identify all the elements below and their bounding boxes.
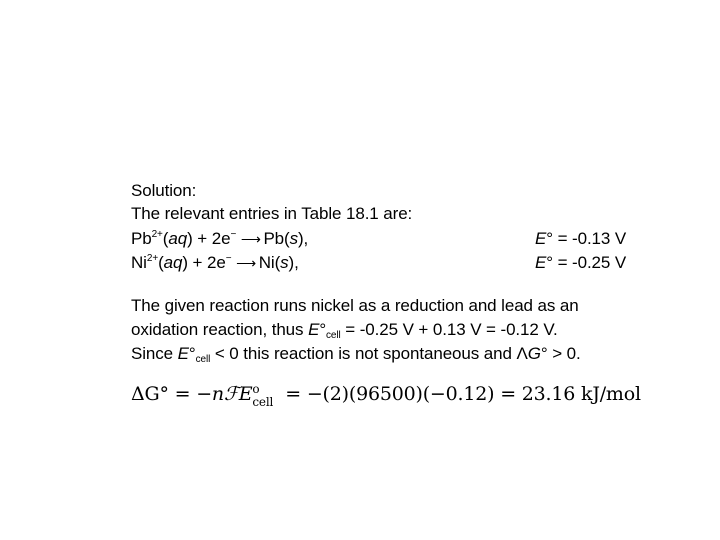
product-phase: s xyxy=(280,253,289,272)
product-phase: s xyxy=(289,229,298,248)
product: Pb xyxy=(263,229,285,248)
electron-sign: − xyxy=(230,229,237,240)
standard-potential: E° = -0.25 V xyxy=(535,253,627,272)
phase: aq xyxy=(168,229,188,248)
gibbs-energy-formula: ΔG° = −nℱE$^o$ cell = −(2)(96500)(−0.12) = 23.16 kJ/mol xyxy=(131,382,641,409)
electrons: ) + 2e xyxy=(182,253,226,272)
phase: aq xyxy=(163,253,183,272)
reactant-species: Ni xyxy=(131,253,147,272)
reactant-species: Pb xyxy=(131,229,152,248)
electrons: ) + 2e xyxy=(187,229,231,248)
charge: 2+ xyxy=(146,253,159,264)
half-reaction-nickel: $Ni^{2+}(aq) + 2e^-$ ⟶ Ni(s), E° = -0.25 V xyxy=(131,253,627,272)
arrow-icon: ⟶ xyxy=(236,255,257,271)
standard-potential: E° = -0.13 V xyxy=(535,229,627,248)
product: Ni xyxy=(258,253,275,272)
solution-label: Solution: xyxy=(131,181,197,200)
charge: 2+ xyxy=(151,229,163,240)
paragraph-line-2: oxidation reaction, thus $E^\circ_{cell} = -0.25$ V + 0.13 V = -0.12 V. xyxy=(131,320,558,341)
arrow-icon: ⟶ xyxy=(240,231,261,247)
half-reaction-lead: $Pb^{2+}(aq) + 2e^-$ ⟶ Pb(s), E° = -0.13 V xyxy=(131,229,627,248)
paragraph-line-1: The given reaction runs nickel as a reduction and lead as an xyxy=(131,296,579,315)
paragraph-line-3: Since $E^\circ_{cell} < 0$ this reaction is not spontaneous and ΛG° > 0. xyxy=(131,344,581,365)
electron-sign: − xyxy=(225,253,232,264)
intro-text: The relevant entries in Table 18.1 are: xyxy=(131,204,413,223)
